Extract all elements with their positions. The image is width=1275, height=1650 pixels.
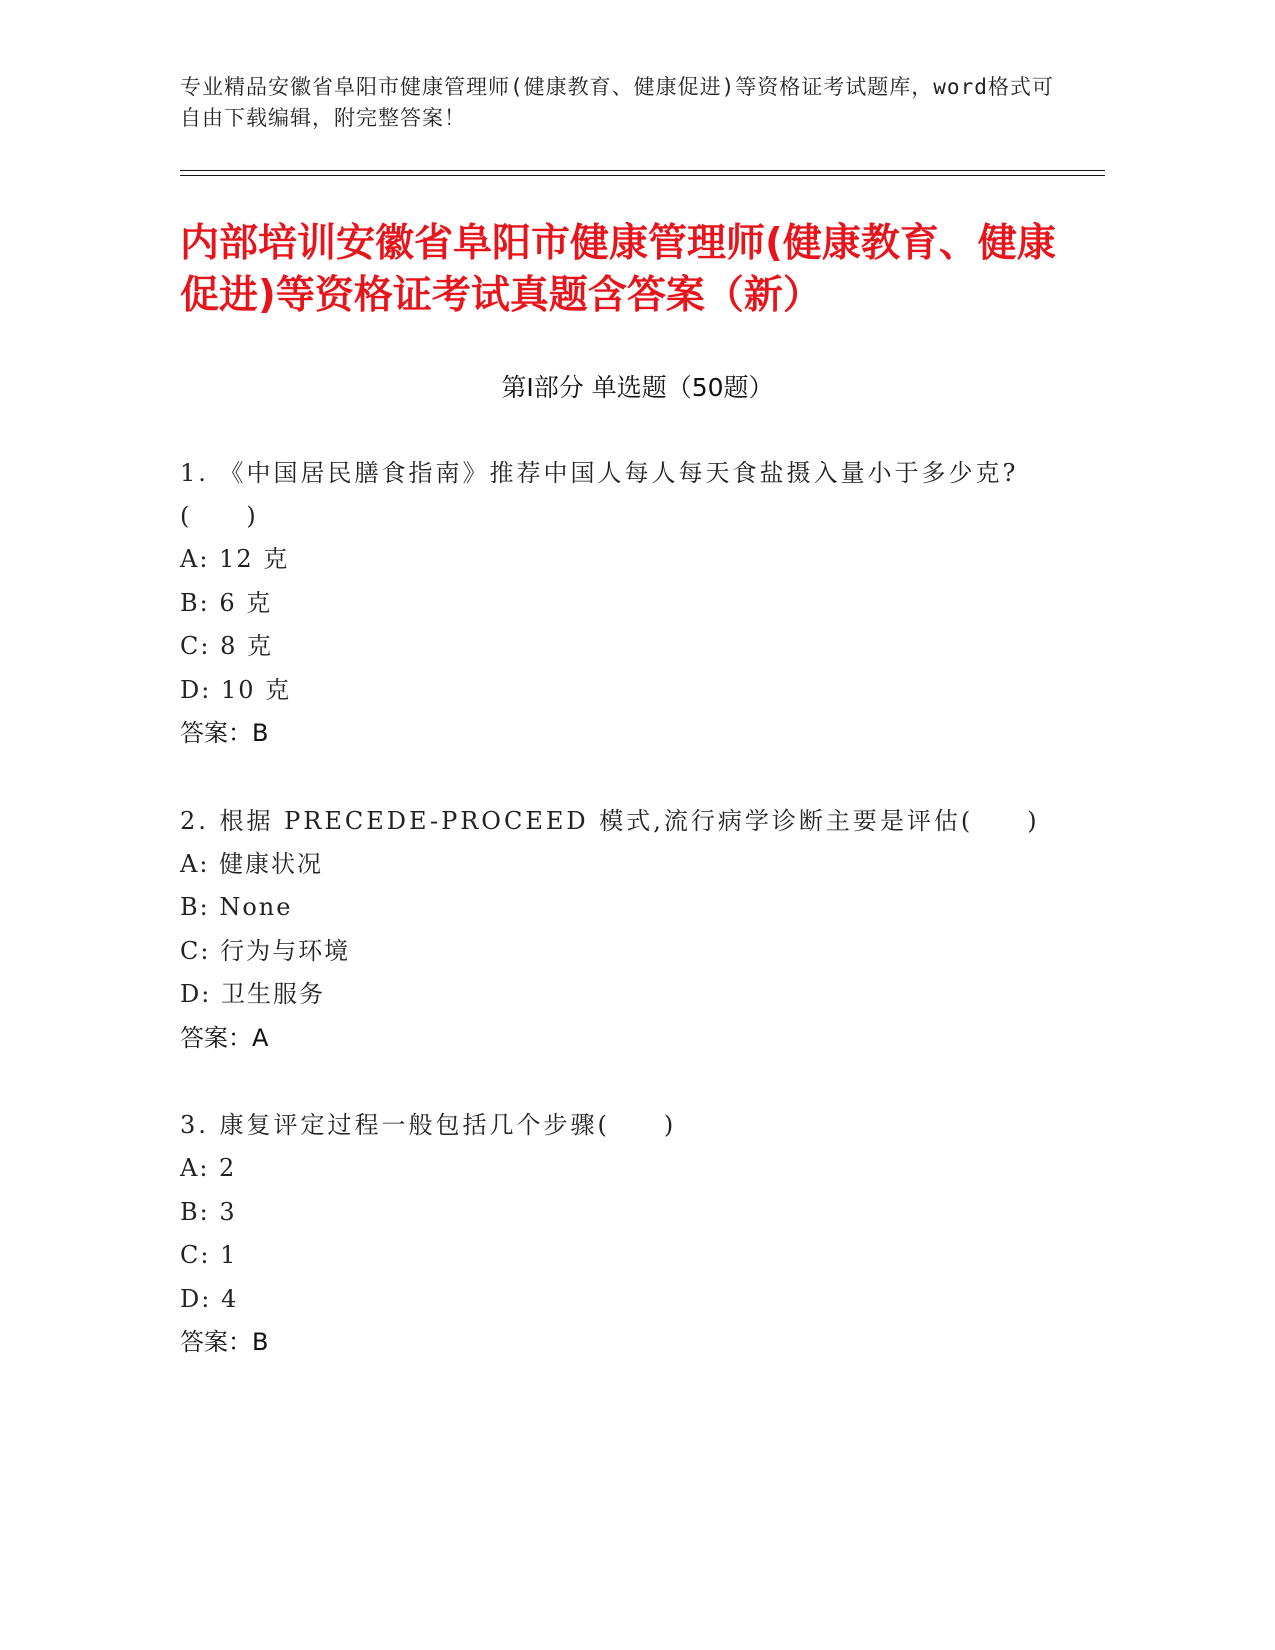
- section-title: 第Ⅰ部分 单选题（50题）: [501, 373, 774, 402]
- option-b: B: 6 克: [180, 588, 273, 617]
- option-b: B: None: [180, 893, 293, 921]
- option-c: C: 8 克: [180, 632, 273, 660]
- option-c: C: 行为与环境: [180, 936, 351, 965]
- option-a: A: 健康状况: [180, 849, 324, 878]
- option-d: D: 4: [180, 1284, 239, 1313]
- option-d: D: 10 克: [180, 675, 292, 704]
- option-b: B: 3: [180, 1197, 237, 1226]
- answer: 答案：B: [180, 1328, 269, 1356]
- option-d: D: 卫生服务: [180, 980, 325, 1008]
- header-note: 专业精品安徽省阜阳市健康管理师(健康教育、健康促进)等资格证考试题库，word格式可自由下载编辑，附完整答案！: [180, 75, 1054, 130]
- option-a: A: 12 克: [180, 545, 290, 573]
- divider-bottom: [180, 175, 1105, 176]
- answer: 答案：B: [180, 719, 269, 747]
- question-list: [180, 452, 1060, 1409]
- option-c: C: 1: [180, 1241, 238, 1269]
- question-1: [180, 452, 1060, 756]
- question-stem: 1. 《中国居民膳食指南》推荐中国人每人每天食盐摄入量小于多少克?( ): [180, 459, 1019, 530]
- question-2: [180, 800, 1060, 1061]
- document-title: 内部培训安徽省阜阳市健康管理师(健康教育、健康促进)等资格证考试真题含答案（新）: [180, 221, 1056, 318]
- answer: 答案：A: [180, 1023, 269, 1052]
- question-stem: 2. 根据 PRECEDE-PROCEED 模式,流行病学诊断主要是评估( ): [180, 806, 1040, 835]
- question-stem: 3. 康复评定过程一般包括几个步骤( ): [180, 1111, 677, 1139]
- option-a: A: 2: [180, 1154, 237, 1182]
- question-3: [180, 1104, 1060, 1365]
- divider-top: [180, 170, 1105, 171]
